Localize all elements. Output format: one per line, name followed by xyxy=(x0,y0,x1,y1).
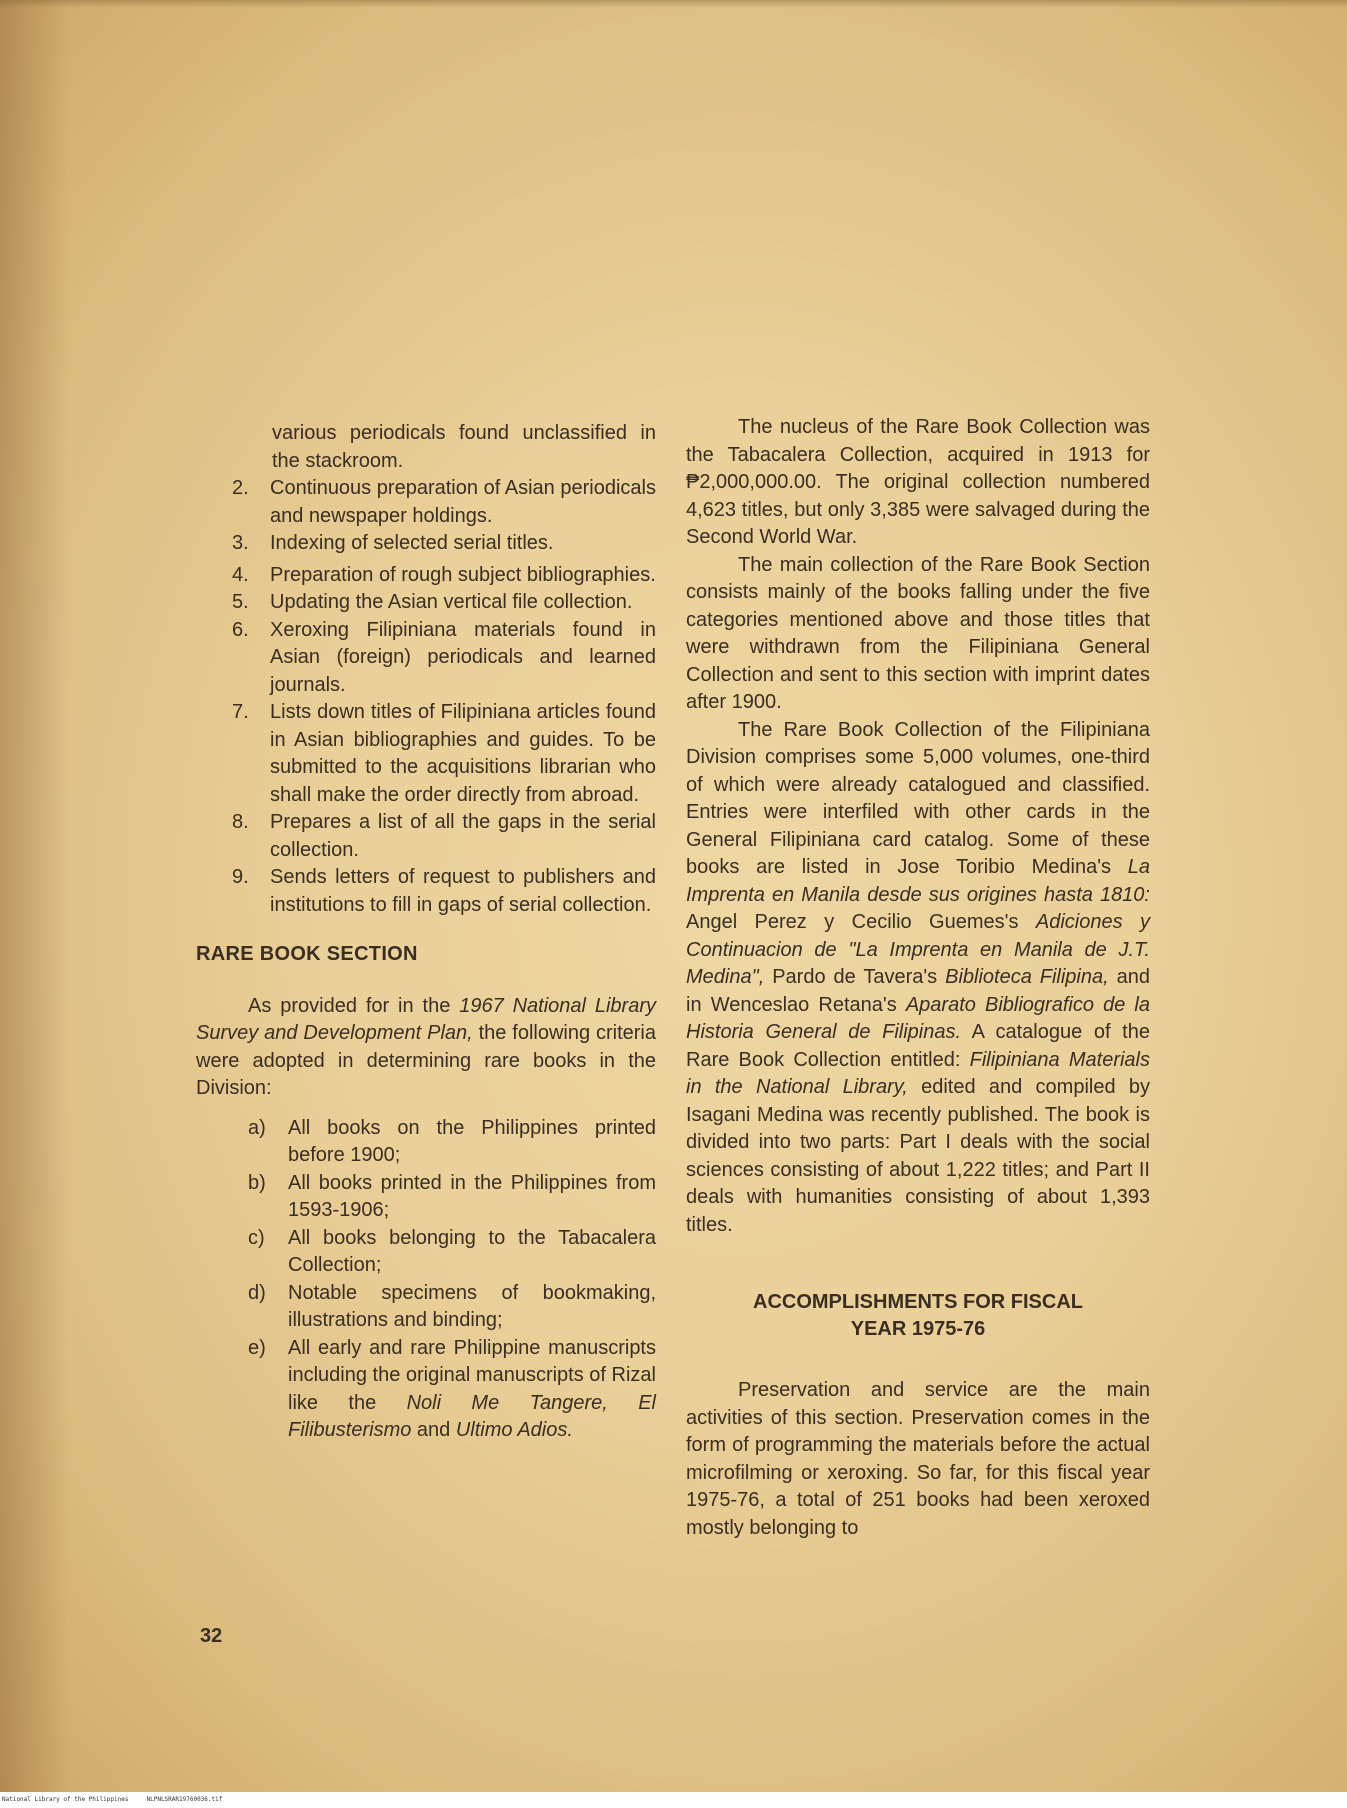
list-item: 4. Preparation of rough subject bibliographies. xyxy=(232,563,656,586)
list-item: 3. Indexing of selected serial titles. xyxy=(232,532,554,554)
list-item: 8. Prepares a list of all the gaps in the serial collection. xyxy=(232,811,656,861)
paragraph-rare-book-collection: The Rare Book Collection of the Filipiniana Division comprises some 5,000 volumes, one-third of which were already catalogued and classified. Entries were interfiled with other cards in the General Filipiniana card catalog. Some of these books are listed in Jose Toribio Medina's La Imprenta en Manila desde sus origines hasta 1810: Angel Perez y Cecilio Guemes's Adiciones y Continuacion de "La Imprenta en Manila de J.T. Medina", Pardo de Tavera's Biblioteca Filipina, and in Wenceslao Retana's Aparato Bibliografico de la Historia General de Filipinas. A catalogue of the Rare Book Collection entitled: Filipiniana Materials in the National Library, edited and compiled by Isagani Medina was recently published. The book is divided into two parts: Part I deals with the social sciences consisting of about 1,222 titles; and Part II deals with humanities consisting of about 1,393 titles. xyxy=(686,718,1151,1236)
list-item: b) All books printed in the Philippines from 1593-1906; xyxy=(248,1171,656,1221)
scan-footer: National Library of the Philippines NLPNLSRAR19760036.tif xyxy=(0,1792,1347,1808)
left-column xyxy=(196,420,656,1445)
section-heading-accomplishments: ACCOMPLISHMENTS FOR FISCAL YEAR 1975-76 xyxy=(753,1291,1083,1340)
right-column xyxy=(686,414,1150,1542)
list-item: 7. Lists down titles of Filipiniana articles found in Asian bibliographies and guides. To be submitted to the acquisitions librarian who shall make the order directly from abroad. xyxy=(232,701,656,806)
top-edge-shadow xyxy=(0,0,1347,8)
list-item: 6. Xeroxing Filipiniana materials found in Asian (foreign) periodicals and learned journals. xyxy=(232,618,656,696)
list-item: 9. Sends letters of request to publishers and institutions to fill in gaps of serial collection. xyxy=(232,866,656,916)
rare-book-criteria-list xyxy=(196,1115,656,1445)
rare-book-intro: As provided for in the 1967 National Library Survey and Development Plan, the following criteria were adopted in determining rare books in the Division: xyxy=(196,994,656,1099)
list-item: 5. Updating the Asian vertical file collection. xyxy=(232,591,633,613)
page-number: 32 xyxy=(200,1625,223,1647)
paragraph-nucleus: The nucleus of the Rare Book Collection was the Tabacalera Collection, acquired in 1913 for ₱2,000,000.00. The original collection numbered 4,623 titles, but only 3,385 were salvaged during the Second World War. xyxy=(686,416,1150,548)
binding-shadow xyxy=(0,0,70,1792)
section-heading-rare-book: RARE BOOK SECTION xyxy=(196,943,418,965)
list-item: c) All books belonging to the Tabacalera Collection; xyxy=(248,1226,656,1276)
paragraph-main-collection: The main collection of the Rare Book Section consists mainly of the books falling under the five categories mentioned above and those titles that were withdrawn from the Filipiniana General Collection and sent to this section with imprint dates after 1900. xyxy=(686,553,1150,713)
list-item: a) All books on the Philippines printed before 1900; xyxy=(248,1116,656,1166)
list-item: d) Notable specimens of bookmaking, illustrations and binding; xyxy=(248,1281,656,1331)
list-continuation: various periodicals found unclassified in the stackroom. xyxy=(272,422,656,472)
serial-tasks-list xyxy=(196,475,656,919)
list-item: e) All early and rare Philippine manuscripts including the original manuscripts of Rizal like the Noli Me Tangere, El Filibusterismo and Ultimo Adios. xyxy=(248,1336,656,1441)
paragraph-preservation: Preservation and service are the main activities of this section. Preservation comes in the form of programming the materials before the actual microfilming or xeroxing. So far, for this fiscal year 1975-76, a total of 251 books had been xeroxed mostly belonging to xyxy=(686,1379,1150,1539)
list-item: 2. Continuous preparation of Asian periodicals and newspaper holdings. xyxy=(232,477,656,527)
